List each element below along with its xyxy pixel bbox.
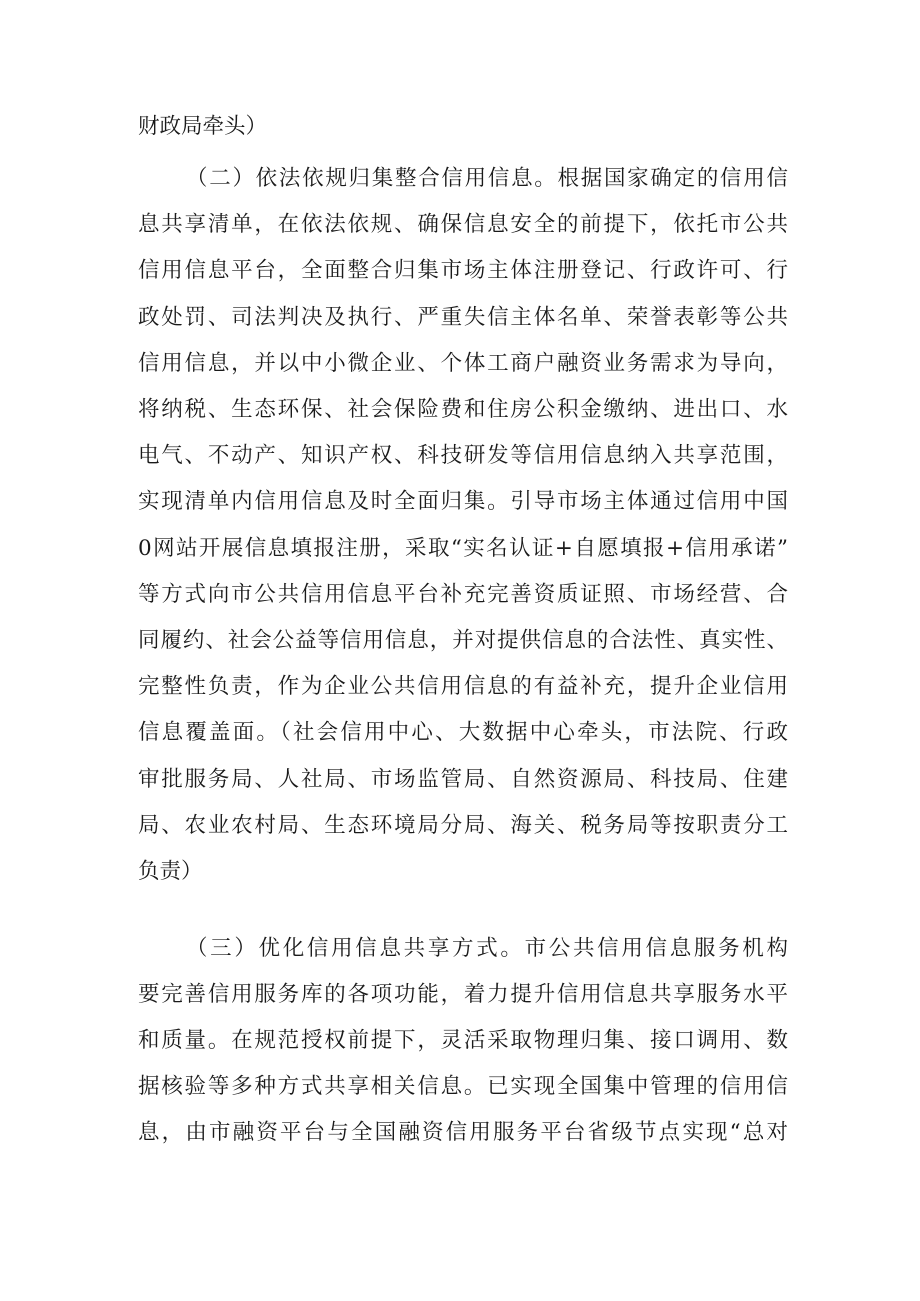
text-line: 等方式向市公共信用信息平台补充完善资质证照、市场经营、合 [138,582,788,607]
text-line: 息共享清单，在依法依规、确保信息安全的前提下，依托市公共 [138,212,788,237]
paragraph-heading-line: （三）优化信用信息共享方式。市公共信用信息服务机构 [186,936,788,961]
text-line: 负责） [138,859,203,884]
text-line: 电气、不动产、知识产权、科技研发等信用信息纳入共享范围， [138,443,788,468]
text-line: 实现清单内信用信息及时全面归集。引导市场主体通过信用中国 [138,489,788,514]
text-line: 将纳税、生态环保、社会保险费和住房公积金缴纳、进出口、水 [138,397,788,422]
text-line: 信息覆盖面。（社会信用中心、大数据中心牵头，市法院、行政 [138,720,788,745]
text-line: 审批服务局、人社局、市场监管局、自然资源局、科技局、住建 [138,767,788,792]
text-line: 政处罚、司法判决及执行、严重失信主体名单、荣誉表彰等公共 [138,305,788,330]
text-line: 完整性负责，作为企业公共信用信息的有益补充，提升企业信用 [138,674,788,699]
paragraph-heading-line: （二）依法依规归集整合信用信息。根据国家确定的信用信 [186,166,788,191]
text-line: 信用信息平台，全面整合归集市场主体注册登记、行政许可、行 [138,258,788,283]
text-line: 同履约、社会公益等信用信息，并对提供信息的合法性、真实性、 [138,628,788,653]
text-line: 息，由市融资平台与全国融资信用服务平台省级节点实现“总对 [138,1120,788,1145]
text-line: 局、农业农村局、生态环境局分局、海关、税务局等按职责分工 [138,813,788,838]
text-line: 0网站开展信息填报注册，采取“实名认证+自愿填报+信用承诺” [138,536,788,561]
text-line: 和质量。在规范授权前提下，灵活采取物理归集、接口调用、数 [138,1028,788,1053]
text-line: 据核验等多种方式共享相关信息。已实现全国集中管理的信用信 [138,1074,788,1099]
text-line: 财政局牵头） [138,114,268,139]
text-line: 信用信息，并以中小微企业、个体工商户融资业务需求为导向， [138,351,788,376]
text-line: 要完善信用服务库的各项功能，着力提升信用信息共享服务水平 [138,982,788,1007]
